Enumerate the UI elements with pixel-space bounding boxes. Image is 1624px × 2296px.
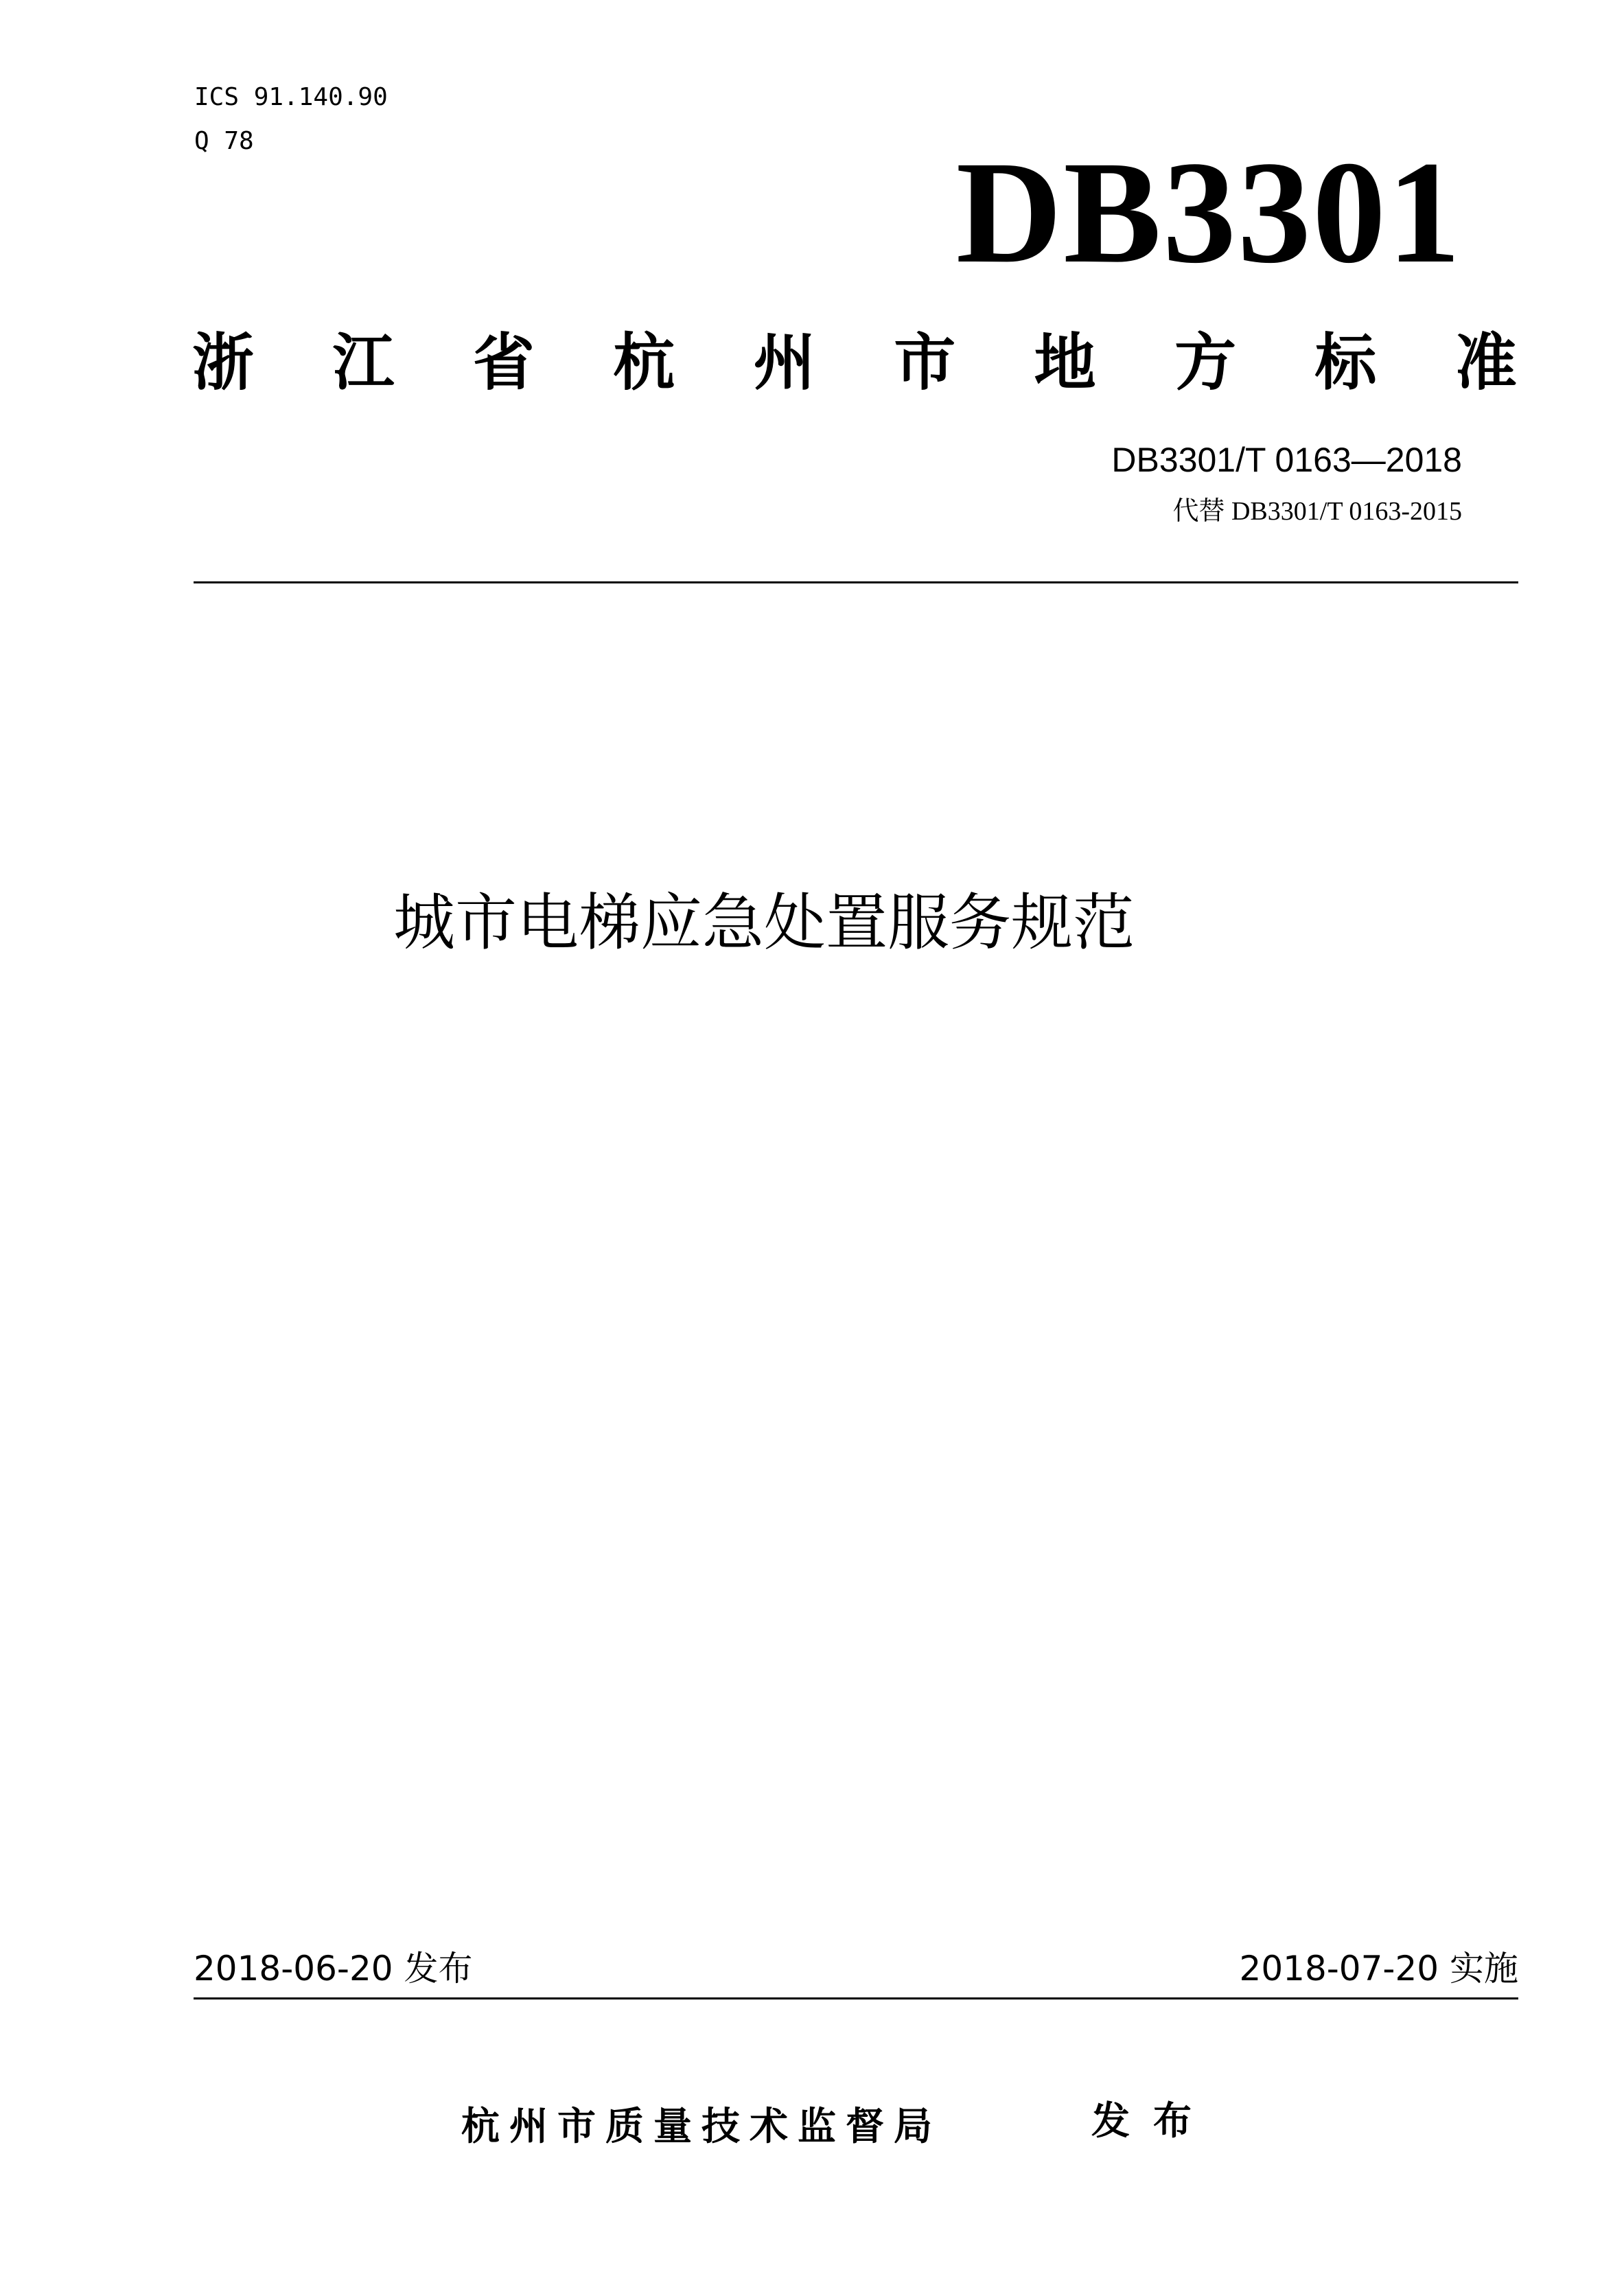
standard-type-char: 方 xyxy=(1174,327,1237,399)
standard-type-char: 地 xyxy=(1034,327,1096,399)
standard-type-char: 州 xyxy=(753,327,815,399)
standard-type-char: 江 xyxy=(332,327,395,399)
issuing-authority: 杭州市质量技术监督局 xyxy=(461,2104,942,2149)
implementation-date: 2018-07-20 实施 xyxy=(1239,1949,1518,1988)
standard-type-char: 浙 xyxy=(192,327,254,399)
issuing-suffix: 发布 xyxy=(1091,2099,1215,2144)
bottom-divider xyxy=(194,1997,1518,1999)
standard-type-char: 准 xyxy=(1454,327,1517,399)
standard-type-char: 标 xyxy=(1314,327,1377,399)
standard-mark: DB3301 xyxy=(955,131,1462,294)
standard-number: DB3301/T 0163—2018 xyxy=(1111,441,1462,479)
ccs-code: Q 78 xyxy=(194,127,254,155)
replaces-standard: 代替 DB3301/T 0163-2015 xyxy=(1172,497,1462,526)
top-divider xyxy=(194,581,1518,583)
ics-code: ICS 91.140.90 xyxy=(194,83,388,111)
issue-date: 2018-06-20 发布 xyxy=(194,1949,473,1988)
standard-type-char: 市 xyxy=(894,327,956,399)
document-title: 城市电梯应急处置服务规范 xyxy=(393,887,1135,959)
standard-type-char: 杭 xyxy=(613,327,675,399)
standard-type-char: 省 xyxy=(472,327,535,399)
standard-type-heading xyxy=(192,316,1517,398)
